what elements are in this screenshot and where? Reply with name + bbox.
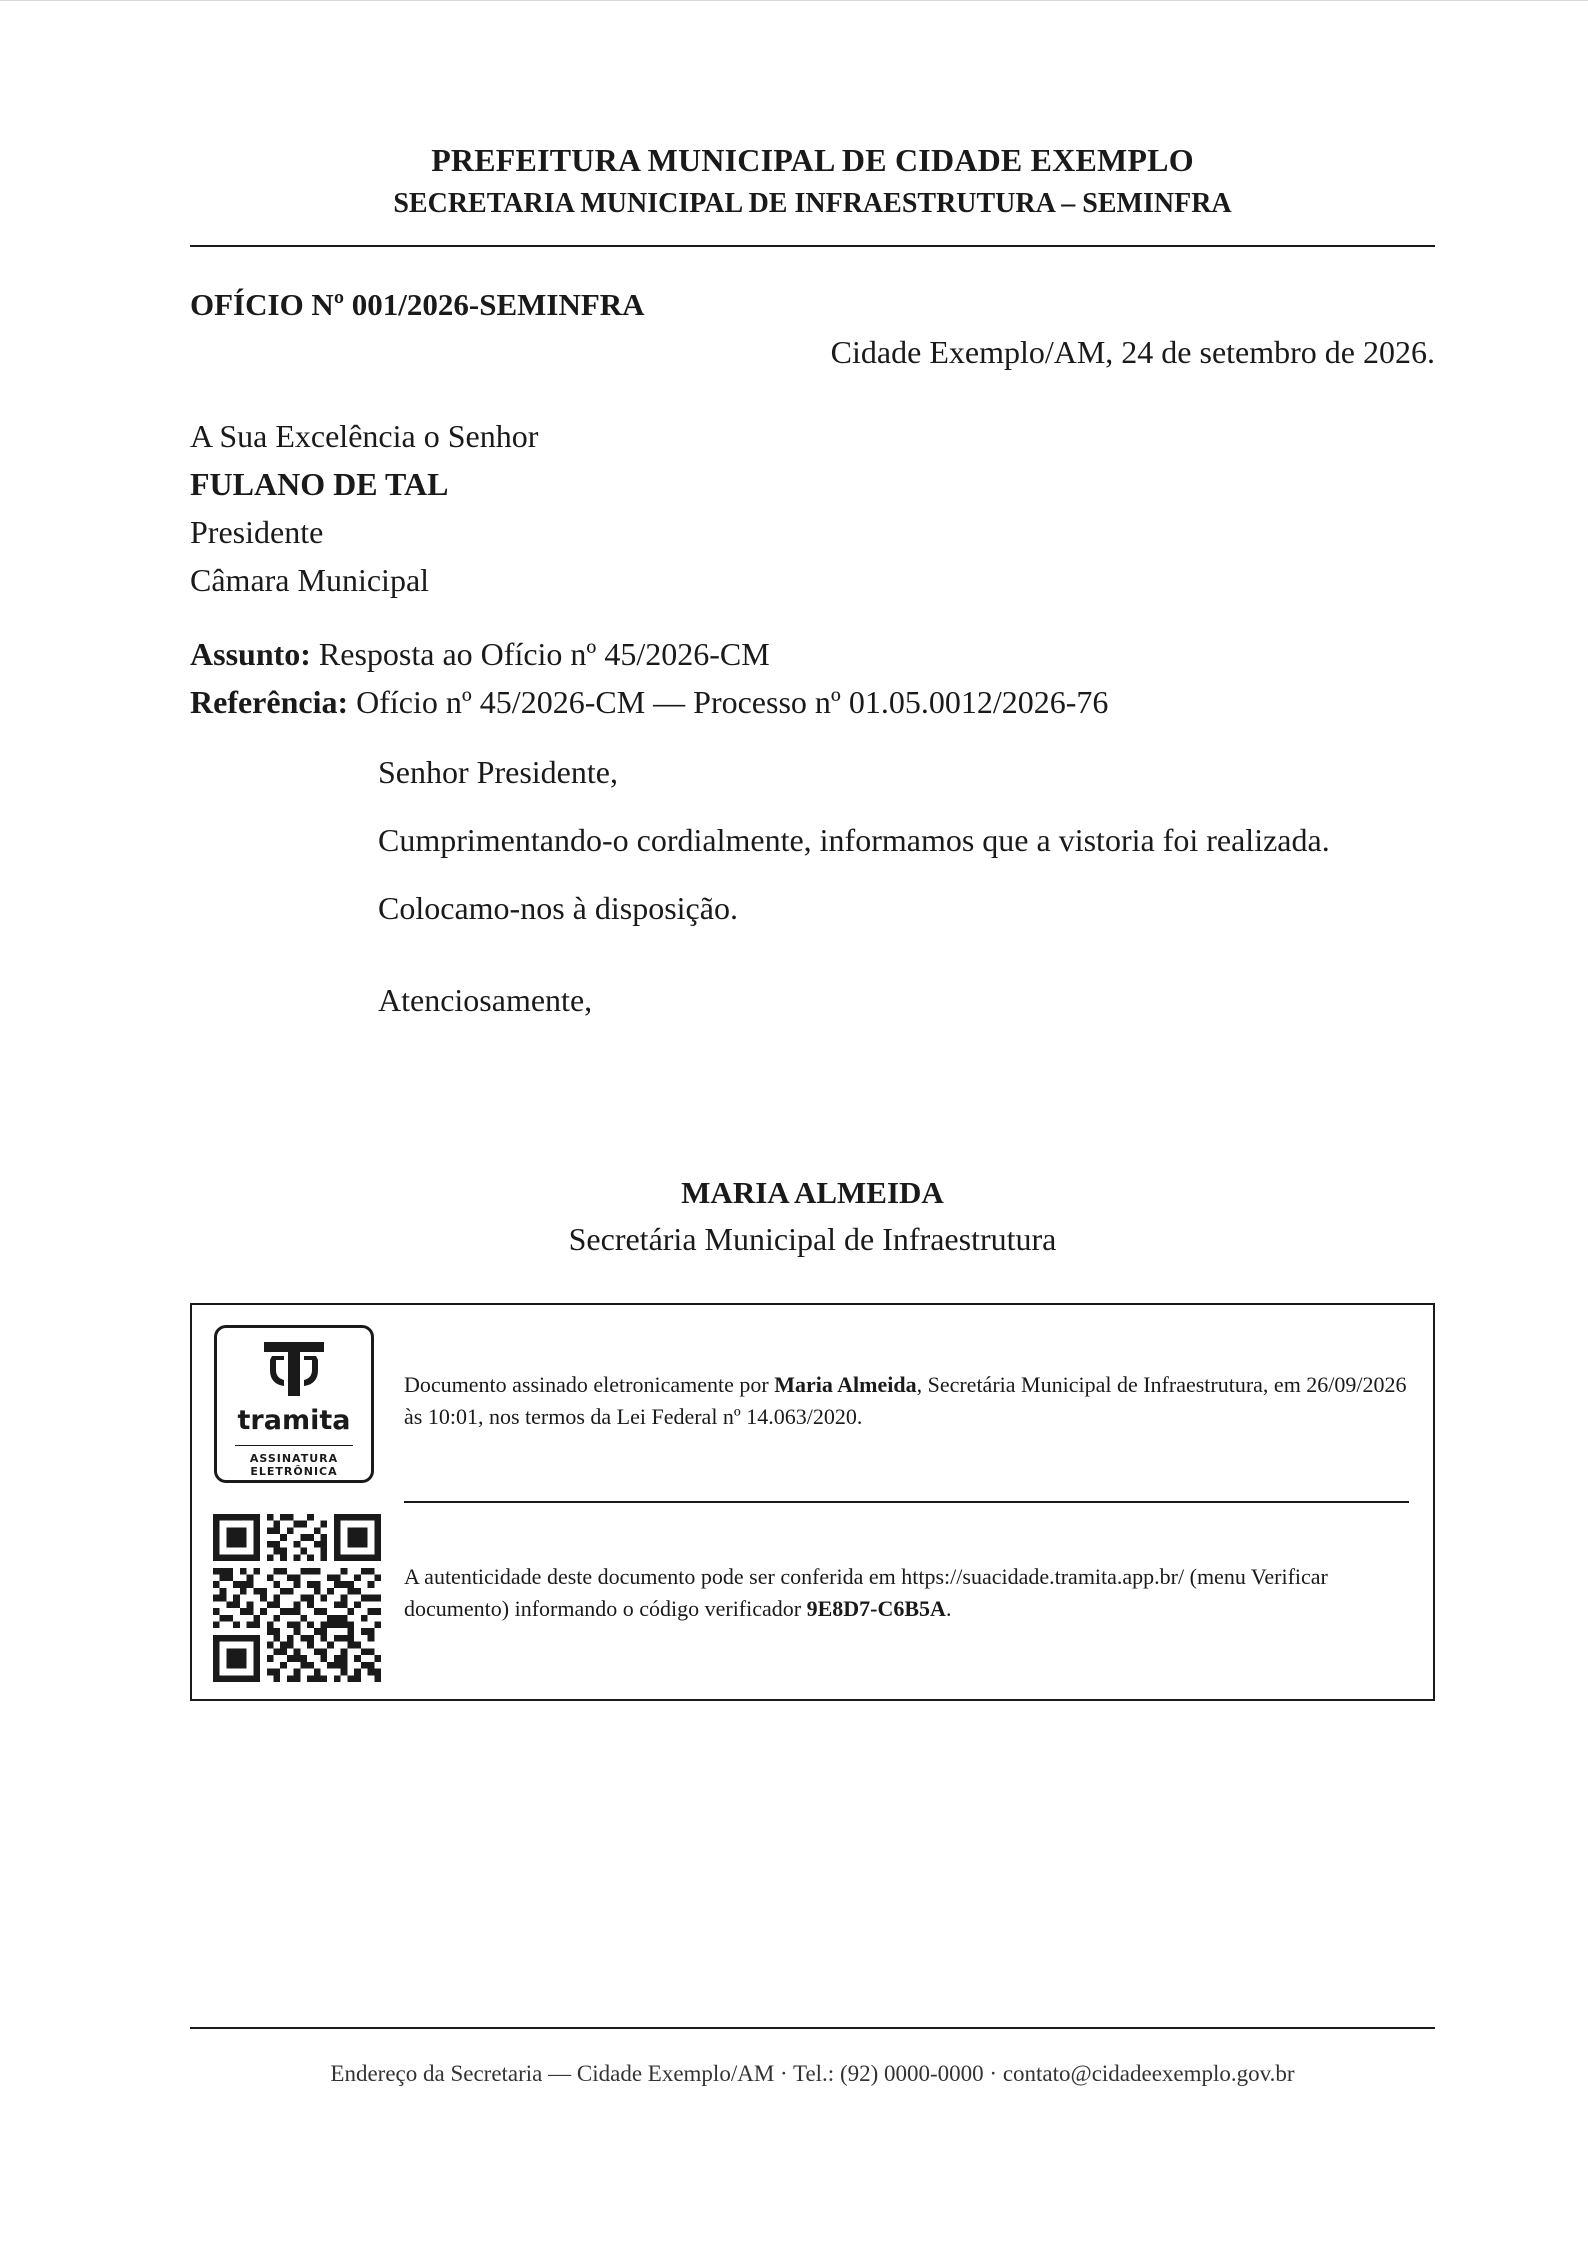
logo-subtitle [217, 1452, 371, 1478]
greeting: Senhor Presidente, [378, 754, 618, 790]
footer-divider [190, 2027, 1435, 2029]
signature-statement-signer: Maria Almeida [774, 1372, 917, 1397]
logo-subtitle-line-2: ELETRÔNICA [250, 1465, 338, 1478]
electronic-signature-box [190, 1303, 1435, 1701]
verification-suffix: . [945, 1596, 952, 1621]
footer-contact: Endereço da Secretaria — Cidade Exemplo/AM · Tel.: (92) 0000-0000 · contato@cidadeexemplo.gov.br [330, 2061, 1295, 2086]
signature-statement-suffix: , Secretária Municipal de Infraestrutura, em 26/09/2026 às 10:01, nos termos da Lei Federal nº 14.063/2020. [404, 1372, 1407, 1429]
reference-label: Referência: [190, 684, 349, 720]
organization-name: PREFEITURA MUNICIPAL DE CIDADE EXEMPLO [431, 142, 1194, 178]
reference-line [190, 678, 1108, 726]
signer-role: Secretária Municipal de Infraestrutura [568, 1221, 1057, 1257]
city-date: Cidade Exemplo/AM, 24 de setembro de 2026. [830, 334, 1435, 370]
letter-body [378, 750, 1330, 1022]
recipient-name: FULANO DE TAL [190, 466, 449, 502]
verification-prefix: A autenticidade deste documento pode ser conferida em https://suacidade.tramita.app.br/ (menu Verificar documento) informando o código verificador [404, 1564, 1328, 1621]
header-divider [190, 245, 1435, 247]
subject-line [190, 630, 1108, 678]
recipient-salutation: A Sua Excelência o Senhor [190, 418, 539, 454]
subject-block [190, 630, 1108, 726]
body-paragraph-1: Cumprimentando-o cordialmente, informamos que a vistoria foi realizada. [378, 822, 1330, 858]
document-number: OFÍCIO Nº 001/2026-SEMINFRA [190, 287, 645, 322]
letterhead [190, 138, 1435, 226]
subject-label: Assunto: [190, 636, 311, 672]
tramita-mark-icon [262, 1340, 326, 1398]
verification-code: 9E8D7-C6B5A [806, 1596, 946, 1621]
signature-statement-prefix: Documento assinado eletronicamente por [404, 1372, 775, 1397]
qr-code-icon [213, 1514, 381, 1682]
subject-value: Resposta ao Ofício nº 45/2026-CM [318, 636, 770, 672]
recipient-institution: Câmara Municipal [190, 562, 430, 598]
signature-statement [404, 1369, 1409, 1433]
signature-box-divider [404, 1501, 1409, 1503]
reference-value: Ofício nº 45/2026-CM — Processo nº 01.05.0012/2026-76 [356, 684, 1109, 720]
logo-divider [235, 1445, 353, 1446]
closing: Atenciosamente, [378, 982, 593, 1018]
signer-name: MARIA ALMEIDA [681, 1175, 944, 1210]
page-top-border [0, 0, 1588, 1]
logo-brand-text: tramita [237, 1405, 351, 1436]
recipient-role: Presidente [190, 514, 324, 550]
recipient-block [190, 412, 538, 604]
department-name: SECRETARIA MUNICIPAL DE INFRAESTRUTURA – SEMINFRA [393, 188, 1232, 219]
body-paragraph-2: Colocamo-nos à disposição. [378, 890, 738, 926]
verification-statement [404, 1561, 1414, 1625]
logo-subtitle-line-1: ASSINATURA [249, 1452, 339, 1465]
tramita-logo-icon [214, 1325, 374, 1483]
signature-block [190, 1170, 1435, 1262]
